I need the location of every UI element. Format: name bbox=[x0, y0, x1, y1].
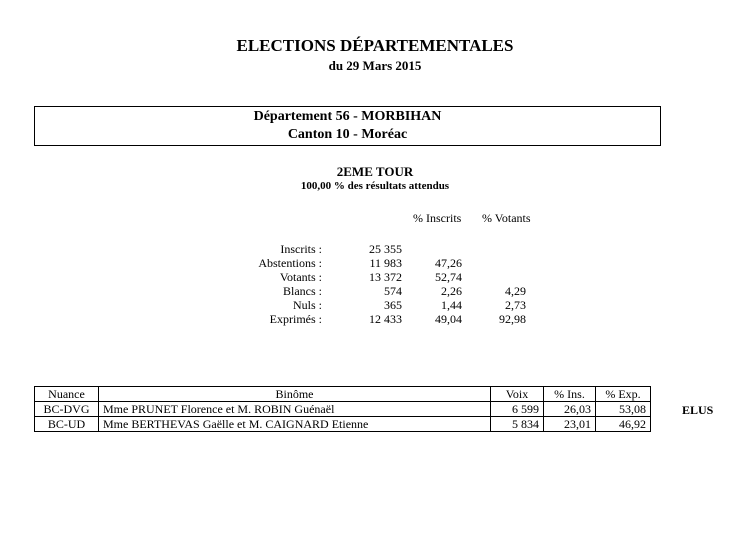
round-label: 2EME TOUR bbox=[336, 164, 414, 179]
header-pct-exp: % Exp. bbox=[596, 387, 651, 402]
table-row bbox=[35, 417, 651, 432]
stat-pct-votants: 4,29 bbox=[505, 284, 526, 298]
results-table bbox=[34, 386, 651, 432]
stat-label: Abstentions : bbox=[258, 256, 322, 270]
header-binome: Binôme bbox=[99, 387, 491, 402]
table-row bbox=[35, 402, 651, 417]
cell-nuance: BC-DVG bbox=[35, 402, 99, 417]
stat-row-inscrits bbox=[0, 243, 750, 256]
stat-pct-inscrits: 49,04 bbox=[435, 312, 462, 326]
stat-label: Blancs : bbox=[283, 284, 322, 298]
stat-pct-inscrits: 47,26 bbox=[435, 256, 462, 270]
stat-row-exprimes bbox=[0, 313, 750, 326]
stat-pct-inscrits: 2,26 bbox=[441, 284, 462, 298]
cell-pct-exp: 53,08 bbox=[596, 402, 651, 417]
stat-label: Nuls : bbox=[292, 298, 322, 312]
header-pct-votants: % Votants bbox=[482, 211, 531, 225]
location-box bbox=[34, 106, 661, 146]
cell-pct-ins: 23,01 bbox=[544, 417, 596, 432]
stat-label: Inscrits : bbox=[280, 242, 322, 256]
results-expected-label: 100,00 % des résultats attendus bbox=[300, 180, 450, 192]
page-title: ELECTIONS DÉPARTEMENTALES bbox=[236, 36, 514, 55]
header-nuance: Nuance bbox=[35, 387, 99, 402]
stat-row-nuls bbox=[0, 299, 750, 312]
header-voix: Voix bbox=[491, 387, 544, 402]
cell-binome: Mme PRUNET Florence et M. ROBIN Guénaël bbox=[99, 402, 491, 417]
stat-label: Votants : bbox=[279, 270, 322, 284]
results-header-row bbox=[35, 387, 651, 402]
canton-label: Canton 10 - Moréac bbox=[287, 127, 408, 142]
stat-pct-inscrits: 1,44 bbox=[441, 298, 462, 312]
stat-label: Exprimés : bbox=[269, 312, 322, 326]
stat-row-abstentions bbox=[0, 257, 750, 270]
elus-label: ELUS bbox=[682, 403, 714, 417]
stat-pct-inscrits: 52,74 bbox=[435, 270, 462, 284]
header-pct-inscrits: % Inscrits bbox=[413, 211, 462, 225]
stat-value: 365 bbox=[384, 298, 402, 312]
cell-pct-exp: 46,92 bbox=[596, 417, 651, 432]
stat-row-blancs bbox=[0, 285, 750, 298]
stat-pct-votants: 92,98 bbox=[499, 312, 526, 326]
stat-row-votants bbox=[0, 271, 750, 284]
stat-value: 12 433 bbox=[369, 312, 402, 326]
departement-label: Département 56 - MORBIHAN bbox=[253, 109, 442, 124]
cell-binome: Mme BERTHEVAS Gaëlle et M. CAIGNARD Etienne bbox=[99, 417, 491, 432]
cell-nuance: BC-UD bbox=[35, 417, 99, 432]
header-pct-ins: % Ins. bbox=[544, 387, 596, 402]
cell-voix: 5 834 bbox=[491, 417, 544, 432]
stat-value: 574 bbox=[384, 284, 402, 298]
cell-pct-ins: 26,03 bbox=[544, 402, 596, 417]
stat-value: 13 372 bbox=[369, 270, 402, 284]
stat-pct-votants: 2,73 bbox=[505, 298, 526, 312]
stat-value: 11 983 bbox=[369, 256, 402, 270]
cell-voix: 6 599 bbox=[491, 402, 544, 417]
stat-value: 25 355 bbox=[369, 242, 402, 256]
election-date: du 29 Mars 2015 bbox=[328, 58, 422, 73]
